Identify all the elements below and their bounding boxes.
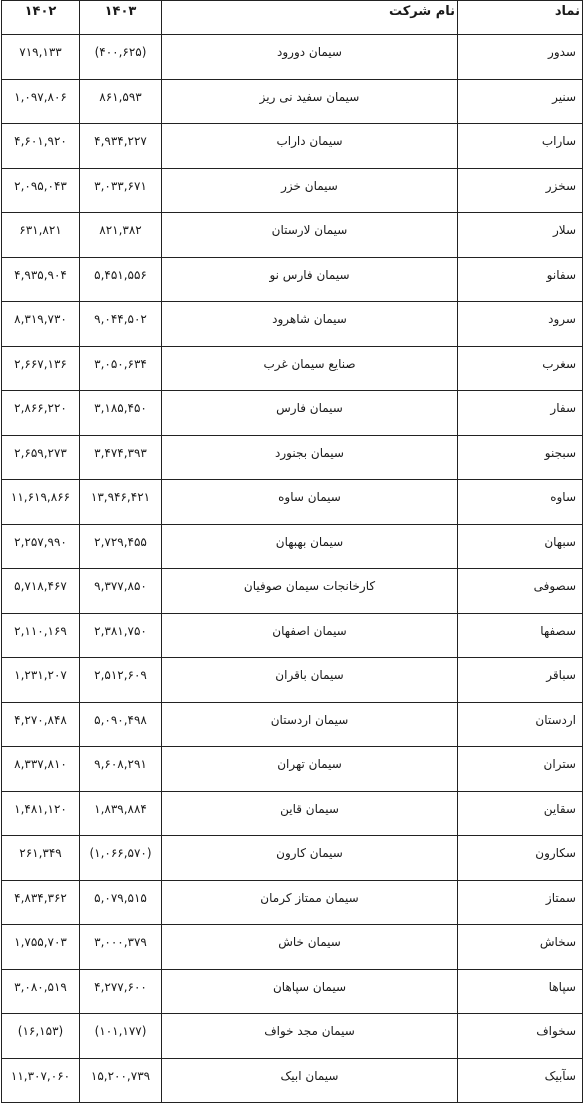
value-1403: ۳,۰۵۰,۶۳۴ (80, 346, 162, 391)
value-1402: ۴,۶۰۱,۹۲۰ (2, 124, 80, 169)
value-1403: (۴۰۰,۶۲۵) (80, 35, 162, 80)
value-1403: ۵,۰۷۹,۵۱۵ (80, 880, 162, 925)
value-1402: ۲۶۱,۳۴۹ (2, 836, 80, 881)
value-1402: ۸,۳۱۹,۷۳۰ (2, 302, 80, 347)
value-1403: ۳,۴۷۴,۳۹۳ (80, 435, 162, 480)
header-1403: ۱۴۰۳ (80, 1, 162, 35)
value-1403: (۱,۰۶۶,۵۷۰) (80, 836, 162, 881)
value-1402: ۳,۰۸۰,۵۱۹ (2, 969, 80, 1014)
table-row (2, 747, 583, 792)
value-1402: ۱,۲۳۱,۲۰۷ (2, 658, 80, 703)
value-1402: ۴,۲۷۰,۸۴۸ (2, 702, 80, 747)
table-row (2, 79, 583, 124)
value-1403: ۳,۰۰۰,۳۷۹ (80, 925, 162, 970)
symbol: سصفها (458, 613, 583, 658)
symbol: سآبیک (458, 1058, 583, 1103)
table-row (2, 925, 583, 970)
value-1403: ۸۲۱,۳۸۲ (80, 213, 162, 258)
value-1403: ۵,۰۹۰,۴۹۸ (80, 702, 162, 747)
value-1402: ۲,۱۱۰,۱۶۹ (2, 613, 80, 658)
company-name: سیمان خاش (162, 925, 458, 970)
company-name: سیمان بهبهان (162, 524, 458, 569)
symbol: سخواف (458, 1014, 583, 1059)
company-name: سیمان دورود (162, 35, 458, 80)
symbol: سدور (458, 35, 583, 80)
value-1403: ۹,۰۴۴,۵۰۲ (80, 302, 162, 347)
value-1402: ۴,۹۳۵,۹۰۴ (2, 257, 80, 302)
table-row (2, 391, 583, 436)
header-1402: ۱۴۰۲ (2, 1, 80, 35)
value-1402: ۸,۳۳۷,۸۱۰ (2, 747, 80, 792)
table-row (2, 524, 583, 569)
company-name: سیمان ممتاز کرمان (162, 880, 458, 925)
cement-companies-table (1, 0, 583, 1103)
table-row (2, 168, 583, 213)
symbol: سنیر (458, 79, 583, 124)
company-name: سیمان سپاهان (162, 969, 458, 1014)
symbol: سرود (458, 302, 583, 347)
symbol: سصوفی (458, 569, 583, 614)
symbol: سلار (458, 213, 583, 258)
symbol: سباقر (458, 658, 583, 703)
symbol: سکارون (458, 836, 583, 881)
value-1403: ۲,۵۱۲,۶۰۹ (80, 658, 162, 703)
company-name: سیمان بجنورد (162, 435, 458, 480)
value-1402: ۶۳۱,۸۲۱ (2, 213, 80, 258)
value-1402: ۲,۰۹۵,۰۴۳ (2, 168, 80, 213)
header-company: نام شرکت (162, 1, 458, 35)
value-1402: ۱,۷۵۵,۷۰۳ (2, 925, 80, 970)
value-1403: ۲,۷۲۹,۴۵۵ (80, 524, 162, 569)
company-name: سیمان شاهرود (162, 302, 458, 347)
symbol: سپاها (458, 969, 583, 1014)
table-row (2, 346, 583, 391)
company-name: سیمان باقران (162, 658, 458, 703)
value-1403: ۲,۳۸۱,۷۵۰ (80, 613, 162, 658)
company-name: سیمان ساوه (162, 480, 458, 525)
table-row (2, 836, 583, 881)
symbol: ساوه (458, 480, 583, 525)
table-row (2, 213, 583, 258)
value-1403: ۴,۹۳۴,۲۲۷ (80, 124, 162, 169)
table-row (2, 880, 583, 925)
value-1403: ۳,۰۳۳,۶۷۱ (80, 168, 162, 213)
value-1403: ۱۳,۹۴۶,۴۲۱ (80, 480, 162, 525)
symbol: اردستان (458, 702, 583, 747)
symbol: سبهان (458, 524, 583, 569)
value-1402: (۱۶,۱۵۳) (2, 1014, 80, 1059)
value-1403: (۱۰۱,۱۷۷) (80, 1014, 162, 1059)
table-row (2, 613, 583, 658)
symbol: ستران (458, 747, 583, 792)
value-1403: ۱۵,۲۰۰,۷۳۹ (80, 1058, 162, 1103)
value-1402: ۷۱۹,۱۳۳ (2, 35, 80, 80)
company-name: سیمان اردستان (162, 702, 458, 747)
value-1402: ۲,۶۶۷,۱۳۶ (2, 346, 80, 391)
value-1403: ۹,۳۷۷,۸۵۰ (80, 569, 162, 614)
value-1402: ۱,۴۸۱,۱۲۰ (2, 791, 80, 836)
company-name: سیمان داراب (162, 124, 458, 169)
table-row (2, 257, 583, 302)
value-1402: ۱۱,۳۰۷,۰۶۰ (2, 1058, 80, 1103)
company-name: سیمان مجد خواف (162, 1014, 458, 1059)
table-row (2, 435, 583, 480)
symbol: سمتاز (458, 880, 583, 925)
table-row (2, 302, 583, 347)
company-name: سیمان کارون (162, 836, 458, 881)
company-name: سیمان فارس نو (162, 257, 458, 302)
company-name: سیمان اصفهان (162, 613, 458, 658)
symbol: سخاش (458, 925, 583, 970)
company-name: سیمان لارستان (162, 213, 458, 258)
table-row (2, 1058, 583, 1103)
value-1402: ۲,۶۵۹,۲۷۳ (2, 435, 80, 480)
symbol: سخزر (458, 168, 583, 213)
symbol: سقاین (458, 791, 583, 836)
table-row (2, 480, 583, 525)
value-1402: ۱۱,۶۱۹,۸۶۶ (2, 480, 80, 525)
value-1402: ۱,۰۹۷,۸۰۶ (2, 79, 80, 124)
header-row (2, 1, 583, 35)
company-name: سیمان ابیک (162, 1058, 458, 1103)
table-row (2, 569, 583, 614)
company-name: سیمان خزر (162, 168, 458, 213)
table-row (2, 35, 583, 80)
symbol: سبجنو (458, 435, 583, 480)
value-1402: ۵,۷۱۸,۴۶۷ (2, 569, 80, 614)
table-row (2, 969, 583, 1014)
header-symbol: نماد (458, 1, 583, 35)
table-row (2, 1014, 583, 1059)
value-1402: ۴,۸۳۴,۳۶۲ (2, 880, 80, 925)
table-row (2, 791, 583, 836)
value-1403: ۹,۶۰۸,۲۹۱ (80, 747, 162, 792)
company-name: صنایع سیمان غرب (162, 346, 458, 391)
symbol: سغرب (458, 346, 583, 391)
value-1402: ۲,۸۶۶,۲۲۰ (2, 391, 80, 436)
table-row (2, 124, 583, 169)
company-name: سیمان قاین (162, 791, 458, 836)
symbol: سفانو (458, 257, 583, 302)
value-1402: ۲,۲۵۷,۹۹۰ (2, 524, 80, 569)
company-name: سیمان فارس (162, 391, 458, 436)
value-1403: ۵,۴۵۱,۵۵۶ (80, 257, 162, 302)
company-name: سیمان سفید نی ریز (162, 79, 458, 124)
value-1403: ۱,۸۳۹,۸۸۴ (80, 791, 162, 836)
company-name: کارخانجات سیمان صوفیان (162, 569, 458, 614)
company-name: سیمان تهران (162, 747, 458, 792)
table-body (2, 35, 583, 1103)
value-1403: ۸۶۱,۵۹۳ (80, 79, 162, 124)
value-1403: ۳,۱۸۵,۴۵۰ (80, 391, 162, 436)
table-row (2, 658, 583, 703)
symbol: ساراب (458, 124, 583, 169)
value-1403: ۴,۲۷۷,۶۰۰ (80, 969, 162, 1014)
symbol: سفار (458, 391, 583, 436)
table-row (2, 702, 583, 747)
